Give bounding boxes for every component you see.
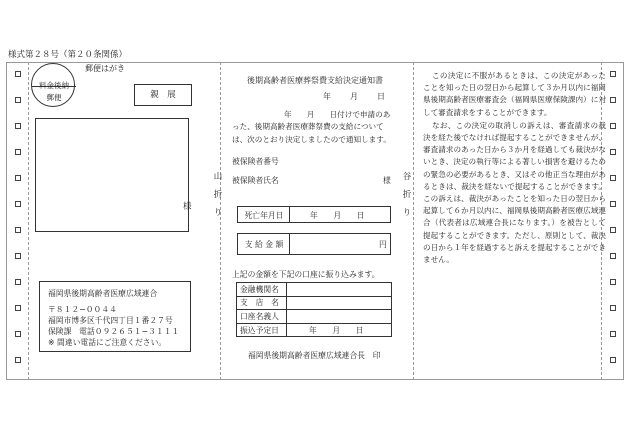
bank-row-label: 支 店 名 bbox=[237, 296, 287, 310]
confidential-box: 親 展 bbox=[134, 84, 192, 106]
amount-box bbox=[237, 233, 391, 255]
notice-date: 年 月 日 bbox=[323, 92, 386, 101]
recipient-honorific: 様 bbox=[183, 202, 192, 212]
insured-name-label: 被保険者氏名 bbox=[232, 176, 279, 185]
notice-title: 後期高齢者医療葬祭費支給決定通知書 bbox=[247, 76, 383, 85]
recipient-address-box bbox=[35, 118, 189, 232]
appeal-para-1: この決定に不服があるときは、この決定があったことを知った日の翌日から起算して３か月以内に福岡県後期高齢者医療審査会（福岡県医療保険課内）に対して審査請求をすることができます。 bbox=[423, 71, 606, 117]
valley-fold-label: 谷折り bbox=[402, 172, 412, 218]
amount-unit: 円 bbox=[379, 240, 387, 249]
death-date-label: 死亡年月日 bbox=[244, 211, 284, 220]
bank-row-label: 振込予定日 bbox=[237, 323, 287, 337]
fold-line-right bbox=[413, 62, 414, 380]
postage-paid-stamp bbox=[31, 63, 75, 107]
sender-phone: 保険課 電話０９２６５１−３１１１ bbox=[48, 327, 180, 336]
bank-row-label: 口座名義人 bbox=[237, 310, 287, 324]
bank-row-value bbox=[287, 283, 392, 297]
sender-box bbox=[39, 281, 191, 352]
death-date-box bbox=[237, 206, 391, 223]
amount-label: 支 給 金 額 bbox=[244, 240, 284, 249]
death-date-value: 年 月 日 bbox=[310, 211, 365, 220]
stamp-line1: 料金後納 bbox=[39, 81, 69, 90]
sender-org: 福岡県後期高齢者医療広域連合 bbox=[48, 289, 158, 298]
perforation-left bbox=[28, 62, 29, 380]
appeal-instructions bbox=[423, 70, 606, 266]
table-row bbox=[237, 310, 392, 324]
bank-row-label: 金融機関名 bbox=[237, 283, 287, 297]
bank-row-value bbox=[287, 310, 392, 324]
sender-note: ※ 間違い電話にご注意ください。 bbox=[48, 338, 167, 347]
mountain-fold-label: 山折り bbox=[213, 172, 223, 218]
transfer-note: 上記の金額を下記の口座に振り込みます。 bbox=[232, 270, 380, 279]
form-number: 様式第２８号（第２０条関係） bbox=[8, 50, 128, 60]
postcard-label: 郵便はがき bbox=[85, 64, 125, 73]
insured-name-suffix: 様 bbox=[383, 176, 391, 185]
table-row bbox=[237, 283, 392, 297]
bank-account-table bbox=[236, 282, 392, 337]
bank-row-value: 年 月 日 bbox=[287, 323, 392, 337]
stamp-line2: 郵便 bbox=[46, 93, 62, 102]
bank-row-value bbox=[287, 296, 392, 310]
sender-postal: 〒８１２−００４４ bbox=[48, 305, 117, 314]
notice-body: 年 月 日付けで申請のあった、後期高齢者医療葬祭費の支給については、次のとおり決定しましたので通知します。 bbox=[232, 110, 391, 144]
signature: 福岡県後期高齢者医療広域連合長 印 bbox=[248, 351, 381, 360]
appeal-para-2: なお、この決定の取消しの訴えは、審査請求の裁決を経た後でなければ提起することができませんが、審査請求のあった日から３か月を経過しても裁決がないとき、決定の執行等による著しい損害を避けるための緊急の必要があるとき、又はその他正当な理由があるときは、裁決を経ないで提起することができます。この訴えは、裁決があったことを知った日の翌日から起算して６か月以内に、福岡県後期高齢者医療広域連合（代表者は広域連合長になります。）を被告として提起することができます。ただし、原則として、裁決の日から１年を経過すると訴えを提起することができません。 bbox=[423, 120, 606, 265]
sender-address: 福岡市博多区千代四丁目１番２７号 bbox=[48, 316, 173, 325]
insured-number-label: 被保険者番号 bbox=[232, 157, 279, 166]
table-row bbox=[237, 296, 392, 310]
table-row bbox=[237, 323, 392, 337]
